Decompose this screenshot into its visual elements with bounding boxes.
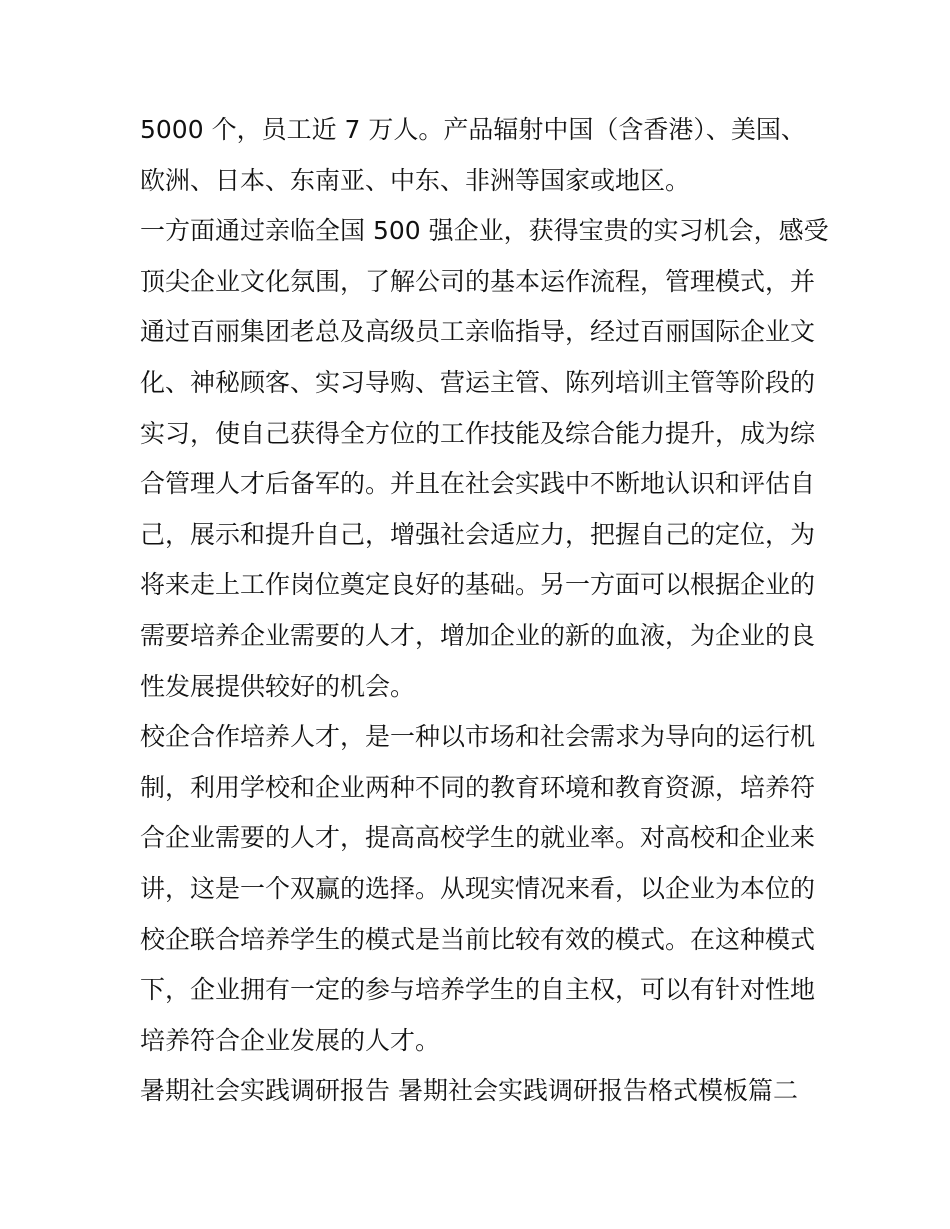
text-line: 培养符合企业发展的人才。 <box>140 1026 441 1055</box>
text-line: 顶尖企业文化氛围，了解公司的基本运作流程，管理模式，并 <box>140 267 816 296</box>
text-line: 校企联合培养学生的模式是当前比较有效的模式。在这种模式 <box>140 925 816 954</box>
text-line: 一方面通过亲临全国 500 强企业，获得宝贵的实习机会，感受 <box>140 216 829 245</box>
text-line: 己，展示和提升自己，增强社会适应力，把握自己的定位，为 <box>140 520 816 549</box>
text-line: 欧洲、日本、东南亚、中东、非洲等国家或地区。 <box>140 166 691 195</box>
text-line: 性发展提供较好的机会。 <box>140 672 416 701</box>
text-line: 校企合作培养人才，是一种以市场和社会需求为导向的运行机 <box>140 722 816 751</box>
section-heading: 暑期社会实践调研报告 暑期社会实践调研报告格式模板篇二 <box>140 1076 798 1105</box>
text-line: 下，企业拥有一定的参与培养学生的自主权，可以有针对性地 <box>140 975 816 1004</box>
text-line: 5000 个，员工近 7 万人。产品辐射中国（含香港）、美国、 <box>140 115 806 144</box>
text-line: 实习，使自己获得全方位的工作技能及综合能力提升，成为综 <box>140 419 816 448</box>
text-line: 合管理人才后备军的。并且在社会实践中不断地认识和评估自 <box>140 469 816 498</box>
text-line: 制，利用学校和企业两种不同的教育环境和教育资源，培养符 <box>140 773 816 802</box>
text-line: 需要培养企业需要的人才，增加企业的新的血液，为企业的良 <box>140 621 816 650</box>
text-line: 合企业需要的人才，提高高校学生的就业率。对高校和企业来 <box>140 823 816 852</box>
text-line: 讲，这是一个双赢的选择。从现实情况来看，以企业为本位的 <box>140 874 816 903</box>
text-line: 通过百丽集团老总及高级员工亲临指导，经过百丽国际企业文 <box>140 317 816 346</box>
text-line: 将来走上工作岗位奠定良好的基础。另一方面可以根据企业的 <box>140 570 816 599</box>
text-line: 化、神秘顾客、实习导购、营运主管、陈列培训主管等阶段的 <box>140 368 816 397</box>
